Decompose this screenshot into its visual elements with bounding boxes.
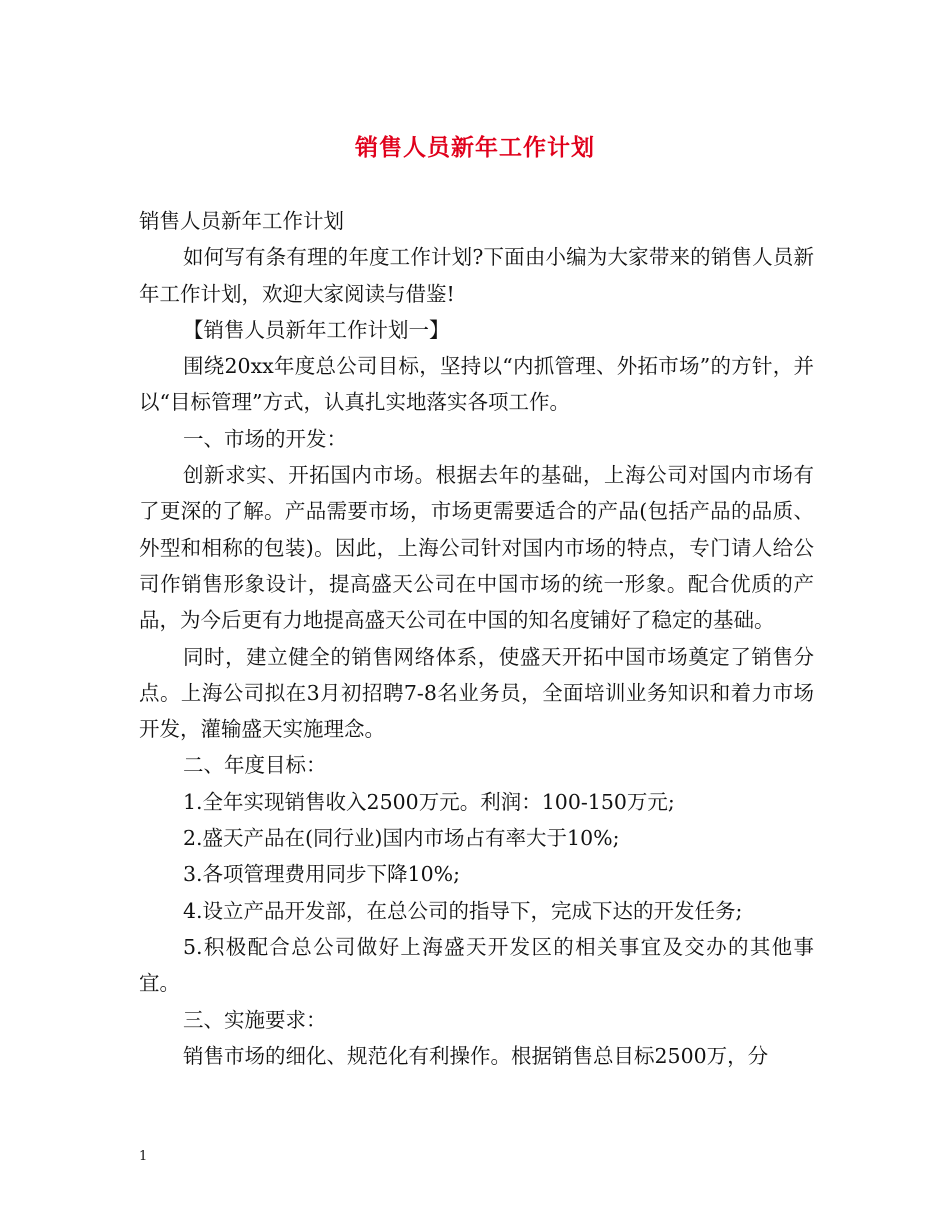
- paragraph: 创新求实、开拓国内市场。根据去年的基础，上海公司对国内市场有了更深的了解。产品需要市场，市场更需要适合的产品(包括产品的品质、外型和相称的包装)。因此，上海公司针对国内市场的特点，专门请人给公司作销售形象设计，提高盛天公司在中国市场的统一形象。配合优质的产品，为今后更有力地提高盛天公司在中国的知名度铺好了稳定的基础。: [139, 463, 814, 633]
- document-body: [139, 203, 814, 1074]
- paragraph: 如何写有条有理的年度工作计划?下面由小编为大家带来的销售人员新年工作计划，欢迎大家阅读与借鉴!: [139, 245, 814, 306]
- page-number: 1: [139, 1149, 148, 1164]
- paragraph: 销售市场的细化、规范化有利操作。根据销售总目标2500万，分: [183, 1043, 769, 1068]
- paragraph: 销售人员新年工作计划: [139, 209, 344, 233]
- paragraph: 1.全年实现销售收入2500万元。利润：100-150万元;: [183, 789, 675, 814]
- paragraph: 二、年度目标：: [183, 753, 327, 778]
- paragraph: 围绕20xx年度总公司目标，坚持以“内抓管理、外拓市场”的方针，并以“目标管理”方式，认真扎实地落实各项工作。: [139, 354, 814, 415]
- paragraph: 2.盛天产品在(同行业)国内市场占有率大于10%;: [183, 826, 620, 851]
- paragraph: 同时，建立健全的销售网络体系，使盛天开拓中国市场奠定了销售分点。上海公司拟在3月初招聘7-8名业务员，全面培训业务知识和着力市场开发，灌输盛天实施理念。: [139, 644, 814, 742]
- paragraph: 【销售人员新年工作计划一】: [183, 317, 450, 342]
- paragraph: 一、市场的开发：: [183, 426, 347, 451]
- paragraph: 三、实施要求：: [183, 1007, 327, 1032]
- document-title: 销售人员新年工作计划: [355, 134, 595, 161]
- paragraph: 5.积极配合总公司做好上海盛天开发区的相关事宜及交办的其他事宜。: [139, 934, 814, 996]
- paragraph: 4.设立产品开发部，在总公司的指导下，完成下达的开发任务;: [183, 898, 743, 923]
- paragraph: 3.各项管理费用同步下降10%;: [183, 862, 461, 887]
